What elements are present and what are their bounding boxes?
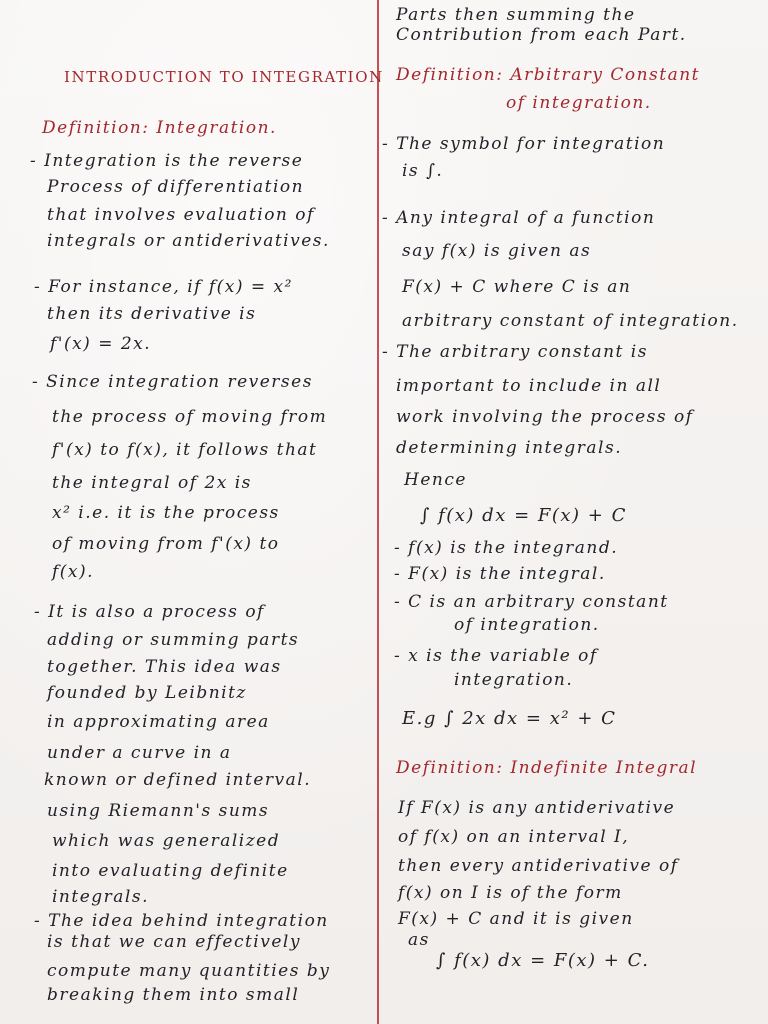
- note-line: as: [408, 930, 430, 950]
- note-line: of f(x) on an interval I,: [398, 827, 630, 847]
- note-line: F(x) + C where C is an: [402, 277, 632, 297]
- note-line: - x is the variable of: [394, 646, 598, 666]
- note-line: then every antiderivative of: [398, 856, 679, 876]
- continued-line: Contribution from each Part.: [396, 25, 687, 45]
- note-line: f'(x) to f(x), it follows that: [52, 440, 318, 460]
- definition-arbitrary-constant-label-cont: of integration.: [506, 93, 652, 113]
- note-line: - Integration is the reverse: [30, 151, 304, 171]
- definition-arbitrary-constant-label: Definition: Arbitrary Constant: [396, 65, 701, 85]
- note-line: which was generalized: [52, 831, 281, 851]
- note-line: If F(x) is any antiderivative: [398, 798, 676, 818]
- note-line: - C is an arbitrary constant: [394, 592, 669, 612]
- note-line: the process of moving from: [52, 407, 328, 427]
- note-line: f'(x) = 2x.: [50, 334, 152, 354]
- note-line: then its derivative is: [47, 304, 257, 324]
- note-line: - It is also a process of: [34, 602, 265, 622]
- note-line: integrals or antiderivatives.: [47, 231, 330, 251]
- note-line: - For instance, if f(x) = x²: [34, 277, 293, 297]
- note-line: using Riemann's sums: [47, 801, 270, 821]
- note-line: f(x).: [52, 562, 95, 582]
- note-line: is that we can effectively: [47, 932, 301, 952]
- note-line: integration.: [454, 670, 574, 690]
- definition-integration-label: Definition: Integration.: [42, 118, 277, 138]
- note-line: Process of differentiation: [47, 177, 305, 197]
- note-line: breaking them into small: [47, 985, 300, 1005]
- right-column: [380, 0, 768, 1024]
- note-line: - The arbitrary constant is: [382, 342, 648, 362]
- hence-label: Hence: [404, 470, 467, 490]
- note-line: founded by Leibnitz: [47, 683, 247, 703]
- note-line: important to include in all: [396, 376, 662, 396]
- note-line: x² i.e. it is the process: [52, 503, 280, 523]
- note-line: under a curve in a: [47, 743, 232, 763]
- margin-rule-line: [377, 0, 379, 1024]
- note-line: - Since integration reverses: [32, 372, 313, 392]
- definition-indefinite-integral-label: Definition: Indefinite Integral: [396, 758, 698, 778]
- note-line: compute many quantities by: [47, 961, 331, 981]
- note-line: say f(x) is given as: [402, 241, 592, 261]
- note-line: in approximating area: [47, 712, 270, 732]
- note-line: of moving from f'(x) to: [52, 534, 280, 554]
- note-line: - f(x) is the integrand.: [394, 538, 619, 558]
- note-line: known or defined interval.: [44, 770, 312, 790]
- note-line: that involves evaluation of: [47, 205, 315, 225]
- note-line: into evaluating definite: [52, 861, 289, 881]
- note-line: integrals.: [52, 887, 149, 907]
- note-line: of integration.: [454, 615, 600, 635]
- note-line: together. This idea was: [47, 657, 282, 677]
- note-line: adding or summing parts: [47, 630, 300, 650]
- note-line: the integral of 2x is: [52, 473, 252, 493]
- continued-line: Parts then summing the: [396, 5, 636, 25]
- note-line: arbitrary constant of integration.: [402, 311, 739, 331]
- page-heading: INTRODUCTION TO INTEGRATION: [64, 68, 384, 86]
- note-line: - Any integral of a function: [382, 208, 656, 228]
- main-formula: ∫ f(x) dx = F(x) + C: [420, 505, 627, 526]
- note-line: - The symbol for integration: [382, 134, 666, 154]
- note-line: is ∫.: [402, 161, 444, 181]
- note-line: F(x) + C and it is given: [398, 909, 634, 929]
- note-line: - The idea behind integration: [34, 911, 329, 931]
- indefinite-formula: ∫ f(x) dx = F(x) + C.: [436, 950, 650, 971]
- note-line: determining integrals.: [396, 438, 623, 458]
- note-line: - F(x) is the integral.: [394, 564, 606, 584]
- note-line: f(x) on I is of the form: [398, 883, 623, 903]
- note-line: work involving the process of: [396, 407, 694, 427]
- example-formula: E.g ∫ 2x dx = x² + C: [402, 708, 617, 729]
